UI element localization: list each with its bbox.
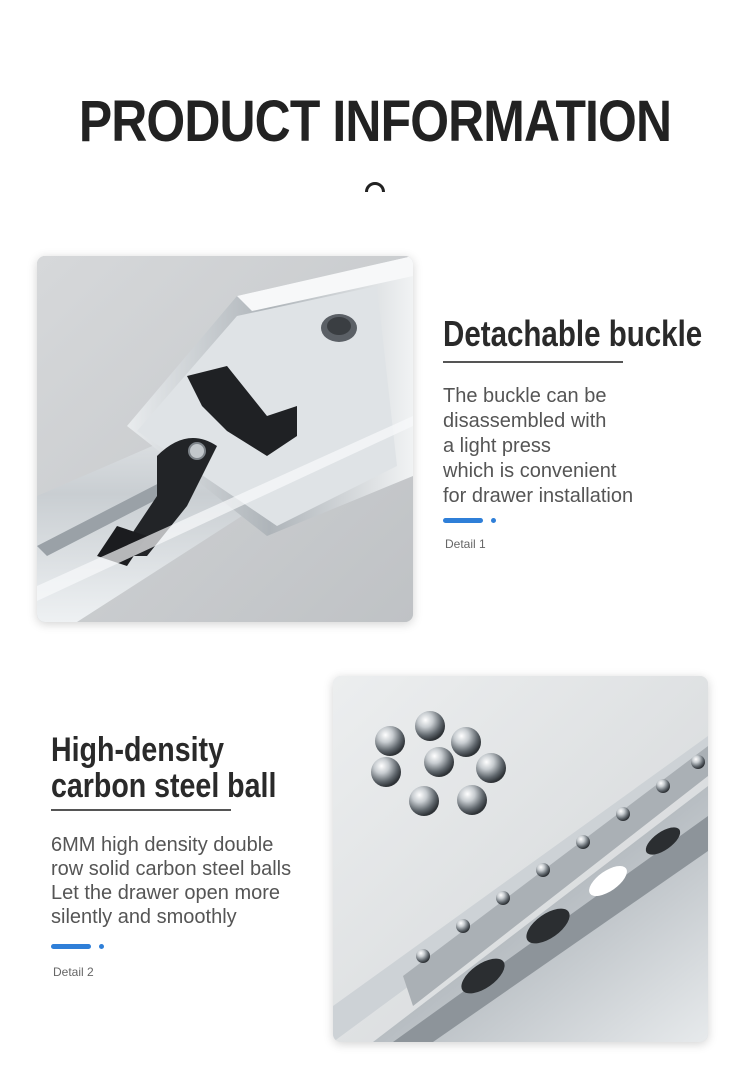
- description-line: a light press: [443, 435, 551, 457]
- detail-label-2: Detail 2: [53, 965, 94, 979]
- feature-title-carbon-steel-ball: [51, 732, 276, 804]
- description-line: for drawer installation: [443, 485, 634, 507]
- description-line: Let the drawer open more: [51, 882, 281, 904]
- detachable-buckle-photo: [37, 256, 413, 622]
- feature-description-carbon-steel-ball: [51, 833, 331, 929]
- feature-description-detachable-buckle: [443, 384, 743, 509]
- feature-title-detachable-buckle: Detachable buckle: [443, 313, 703, 354]
- page-title: PRODUCT INFORMATION: [78, 89, 672, 154]
- description-line: which is convenient: [443, 460, 617, 482]
- accent-dot: [99, 944, 104, 949]
- feature-title-line: High-density: [51, 731, 224, 769]
- feature-title-line: carbon steel ball: [51, 767, 277, 805]
- accent-dot: [491, 518, 496, 523]
- description-line: 6MM high density double: [51, 834, 274, 856]
- title-ornament-icon: [363, 180, 385, 192]
- description-line: disassembled with: [443, 410, 607, 432]
- accent-bar: [443, 518, 483, 523]
- feature-title-underline: [51, 809, 231, 811]
- description-line: The buckle can be: [443, 385, 607, 407]
- feature-title-underline: [443, 361, 623, 363]
- description-line: silently and smoothly: [51, 906, 237, 928]
- description-line: row solid carbon steel balls: [51, 858, 292, 880]
- detail-label-1: Detail 1: [445, 537, 486, 551]
- accent-bar: [51, 944, 91, 949]
- carbon-steel-ball-photo: [333, 676, 708, 1042]
